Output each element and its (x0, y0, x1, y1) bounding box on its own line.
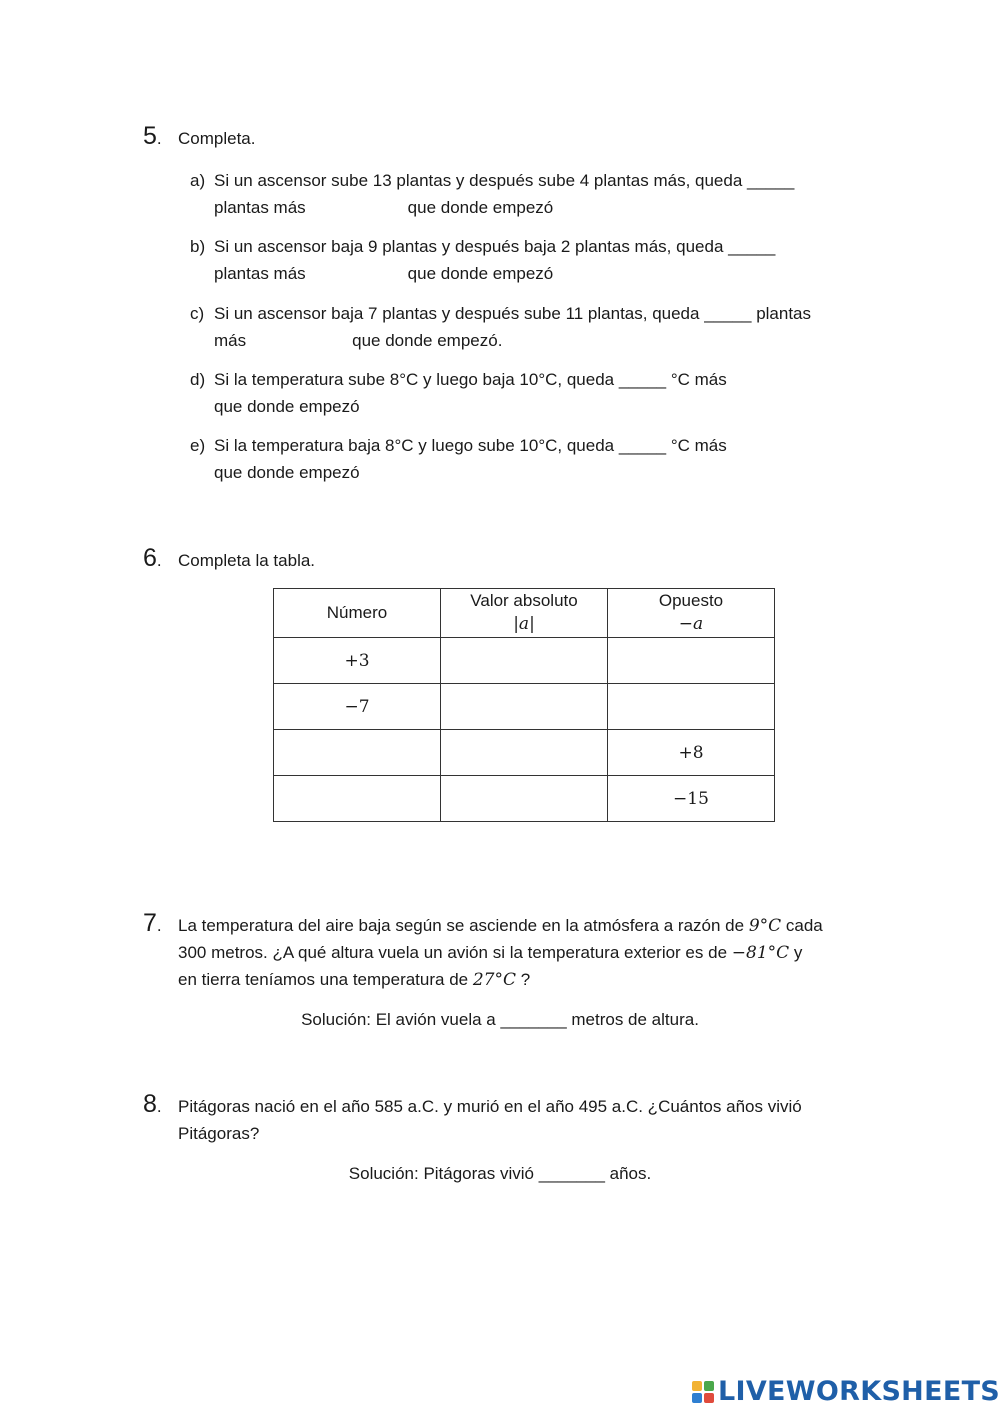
table-row (274, 684, 775, 730)
item-text: Si un ascensor baja 9 plantas y después baja 2 plantas más, queda _____ (214, 237, 776, 256)
table-cell[interactable] (608, 638, 775, 684)
table-cell[interactable] (274, 776, 441, 822)
table-cell[interactable]: −7 (274, 684, 441, 730)
header-absolute-value: Valor absoluto |a| (441, 589, 608, 638)
table-header-row (274, 589, 775, 638)
item-label: a) (190, 171, 206, 190)
item-text-continued: más que donde empezó. (214, 331, 503, 350)
item-text-continued: plantas más que donde empezó (214, 264, 554, 283)
table-row (274, 638, 775, 684)
liveworksheets-logo[interactable] (692, 1376, 1000, 1407)
item-text: Si la temperatura baja 8°C y luego sube 10°C, queda _____ °C más (214, 436, 727, 455)
item-label: d) (190, 370, 206, 389)
question-7-line-2: 300 metros. ¿A qué altura vuela un avión si la temperatura exterior es de −81°C y (178, 943, 803, 963)
table-cell[interactable] (441, 684, 608, 730)
header-number: Número (274, 589, 441, 638)
question-6-title: Completa la tabla. (178, 551, 316, 570)
table-cell[interactable] (608, 684, 775, 730)
table-cell[interactable]: +8 (608, 730, 775, 776)
question-7-line-1: La temperatura del aire baja según se asciende en la atmósfera a razón de 9°C cada (178, 916, 823, 936)
logo-mark-icon (692, 1381, 714, 1403)
question-8-line-1: Pitágoras nació en el año 585 a.C. y murió en el año 495 a.C. ¿Cuántos años vivió (178, 1097, 802, 1116)
question-8-solution: Solución: Pitágoras vivió _______ años. (348, 1164, 652, 1183)
question-7-solution: Solución: El avión vuela a _______ metros de altura. (301, 1010, 699, 1029)
table-cell[interactable] (441, 776, 608, 822)
item-text-continued: que donde empezó (214, 463, 360, 482)
item-text-continued: que donde empezó (214, 397, 360, 416)
table-cell[interactable] (274, 730, 441, 776)
numbers-table (273, 588, 775, 822)
question-8-number: 8. (143, 1090, 162, 1118)
item-text-continued: plantas más que donde empezó (214, 198, 554, 217)
table-cell[interactable]: −15 (608, 776, 775, 822)
item-label: b) (190, 237, 206, 256)
item-label: c) (190, 304, 205, 323)
item-text: Si un ascensor baja 7 plantas y después sube 11 plantas, queda _____ plantas (214, 304, 812, 323)
question-8-line-2: Pitágoras? (178, 1124, 260, 1143)
table-cell[interactable]: +3 (274, 638, 441, 684)
question-5-number: 5. (143, 122, 162, 150)
question-7-line-3: en tierra teníamos una temperatura de 27°C ? (178, 970, 531, 990)
logo-text: LIVEWORKSHEETS (718, 1376, 1000, 1407)
question-6-number: 6. (143, 544, 162, 572)
table-cell[interactable] (441, 730, 608, 776)
item-label: e) (190, 436, 206, 455)
item-text: Si un ascensor sube 13 plantas y después sube 4 plantas más, queda _____ (214, 171, 795, 190)
table-row (274, 730, 775, 776)
item-text: Si la temperatura sube 8°C y luego baja 10°C, queda _____ °C más (214, 370, 727, 389)
table-row (274, 776, 775, 822)
table-cell[interactable] (441, 638, 608, 684)
question-5-title: Completa. (178, 129, 256, 148)
header-opposite: Opuesto −a (608, 589, 775, 638)
question-7-number: 7. (143, 909, 162, 937)
